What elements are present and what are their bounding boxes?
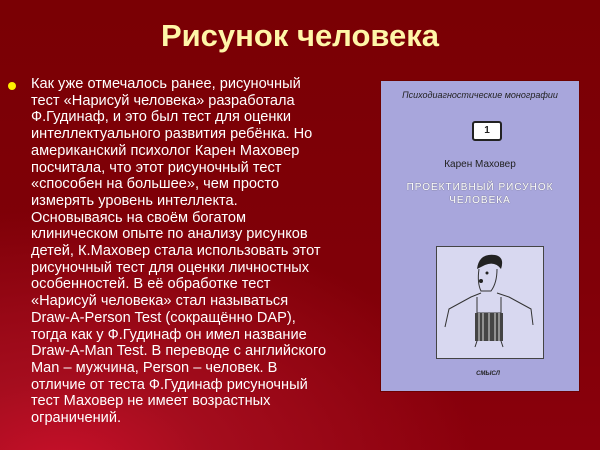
publisher-logo: СМЫСЛ <box>476 371 500 377</box>
body-line: интеллектуального развития ребёнка. Но <box>31 126 313 143</box>
body-line: ограничений. <box>31 410 122 427</box>
body-line: Man – мужчина, Person – человек. В <box>31 359 278 376</box>
book-series: Психодиагностические монографии <box>402 90 558 100</box>
body-line: отличие от теста Ф.Гудинаф рисуночный <box>31 376 308 393</box>
body-line: Ф.Гудинаф, и это был тест для оценки <box>31 109 291 126</box>
body-line: тест «Нарисуй человека» разработала <box>31 92 295 109</box>
book-title <box>381 181 579 207</box>
child-drawing-illustration <box>436 246 544 359</box>
body-line: посчитала, что этот рисуночный тест <box>31 159 282 176</box>
bullet-icon <box>8 82 16 90</box>
body-line: измерять уровень интеллекта. <box>31 192 238 209</box>
slide-body-text <box>31 76 326 427</box>
book-author: Карен Маховер <box>444 159 516 170</box>
body-line: Draw-A-Person Test (сокращённо DAP), <box>31 309 296 326</box>
body-line: Как уже отмечалось ранее, рисуночный <box>31 76 301 92</box>
body-line: тогда как у Ф.Гудинаф он имел название <box>31 326 307 343</box>
body-line: Draw-A-Man Test. В переводе с английского <box>31 343 327 360</box>
body-line: Основываясь на своём богатом <box>31 209 247 226</box>
body-line: рисуночный тест для оценки личностных <box>31 259 310 276</box>
body-line: клиническом опыте по анализу рисунков <box>31 226 308 243</box>
body-line: детей, К.Маховер стала использовать этот <box>31 243 321 260</box>
body-line: «Нарисуй человека» стал называться <box>31 293 289 310</box>
person-drawing-icon <box>437 247 543 358</box>
book-number: 1 <box>472 121 502 141</box>
body-line: тест Маховер не имеет возрастных <box>31 393 271 410</box>
book-title-line: ЧЕЛОВЕКА <box>449 195 511 206</box>
book-cover-image <box>380 80 580 392</box>
body-line: «способен на большее», чем просто <box>31 176 279 193</box>
slide-title: Рисунок человека <box>160 18 440 53</box>
book-title-line: ПРОЕКТИВНЫЙ РИСУНОК <box>406 182 554 193</box>
body-line: американский психолог Карен Маховер <box>31 142 300 159</box>
body-line: особенностей. В её обработке тест <box>31 276 271 293</box>
